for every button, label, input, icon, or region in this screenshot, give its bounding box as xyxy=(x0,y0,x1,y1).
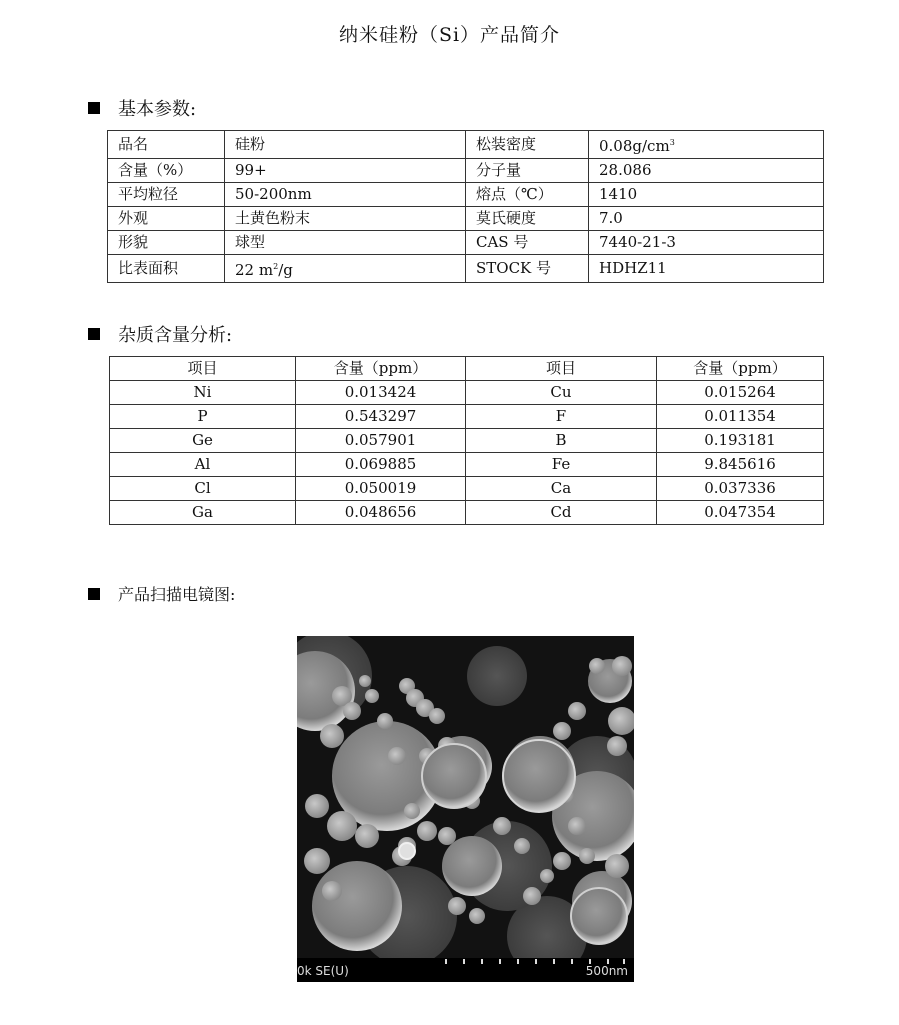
column-header: 项目 xyxy=(110,357,296,381)
basic-params-table xyxy=(107,130,824,283)
table-row xyxy=(110,381,824,405)
param-label: 熔点（℃） xyxy=(466,183,589,207)
column-header: 项目 xyxy=(466,357,657,381)
param-value: 球型 xyxy=(225,231,466,255)
ppm-cell: 0.013424 xyxy=(296,381,466,405)
element-cell: Cl xyxy=(110,477,296,501)
param-label: 比表面积 xyxy=(108,255,225,283)
section-sem xyxy=(88,582,235,605)
page-title: 纳米硅粉（Si）产品简介 xyxy=(338,24,561,46)
param-value: 7.0 xyxy=(589,207,824,231)
param-value: 28.086 xyxy=(589,159,824,183)
section-heading: 产品扫描电镜图: xyxy=(118,585,236,604)
element-cell: Al xyxy=(110,453,296,477)
ppm-cell: 0.193181 xyxy=(657,429,824,453)
column-header: 含量（ppm） xyxy=(296,357,466,381)
ppm-cell: 0.057901 xyxy=(296,429,466,453)
element-cell: Ca xyxy=(466,477,657,501)
section-basic-params xyxy=(88,95,196,121)
element-cell: Cu xyxy=(466,381,657,405)
param-value: 7440-21-3 xyxy=(589,231,824,255)
param-label: 含量（%） xyxy=(108,159,225,183)
param-value xyxy=(589,131,824,159)
ppm-cell: 0.069885 xyxy=(296,453,466,477)
table-row xyxy=(108,255,824,283)
sem-detector-label: 0k SE(U) xyxy=(297,964,349,978)
param-label: 外观 xyxy=(108,207,225,231)
param-label: CAS 号 xyxy=(466,231,589,255)
ppm-cell: 0.015264 xyxy=(657,381,824,405)
ppm-cell: 9.845616 xyxy=(657,453,824,477)
density-value: 0.08g/cm xyxy=(599,137,670,155)
param-value: 1410 xyxy=(589,183,824,207)
table-row xyxy=(108,231,824,255)
param-value: 土黄色粉末 xyxy=(225,207,466,231)
ppm-cell: 0.011354 xyxy=(657,405,824,429)
table-row xyxy=(108,183,824,207)
element-cell: Ni xyxy=(110,381,296,405)
element-cell: Ga xyxy=(110,501,296,525)
param-label: 平均粒径 xyxy=(108,183,225,207)
table-row xyxy=(110,453,824,477)
param-label: 松装密度 xyxy=(466,131,589,159)
ppm-cell: 0.037336 xyxy=(657,477,824,501)
param-value xyxy=(225,255,466,283)
param-value: 50-200nm xyxy=(225,183,466,207)
section-impurities xyxy=(88,321,232,347)
square-bullet-icon xyxy=(88,328,100,340)
param-value: 硅粉 xyxy=(225,131,466,159)
table-row xyxy=(110,477,824,501)
table-row xyxy=(110,429,824,453)
table-row xyxy=(110,501,824,525)
column-header: 含量（ppm） xyxy=(657,357,824,381)
superscript: 2 xyxy=(273,262,279,271)
element-cell: B xyxy=(466,429,657,453)
table-row xyxy=(108,131,824,159)
ppm-cell: 0.048656 xyxy=(296,501,466,525)
param-value: 99+ xyxy=(225,159,466,183)
element-cell: Ge xyxy=(110,429,296,453)
surface-area-unit: /g xyxy=(278,261,293,279)
ppm-cell: 0.050019 xyxy=(296,477,466,501)
param-label: 莫氏硬度 xyxy=(466,207,589,231)
element-cell: F xyxy=(466,405,657,429)
param-label: 形貌 xyxy=(108,231,225,255)
table-row xyxy=(108,207,824,231)
element-cell: P xyxy=(110,405,296,429)
section-heading: 杂质含量分析: xyxy=(118,325,233,346)
section-heading: 基本参数: xyxy=(118,99,197,120)
sem-particles-image xyxy=(297,636,634,958)
sem-micrograph xyxy=(297,636,634,982)
square-bullet-icon xyxy=(88,102,100,114)
sem-scale-label: 500nm xyxy=(585,964,628,978)
square-bullet-icon xyxy=(88,588,100,600)
table-header-row xyxy=(110,357,824,381)
element-cell: Cd xyxy=(466,501,657,525)
param-label: 分子量 xyxy=(466,159,589,183)
surface-area-value: 22 m xyxy=(235,261,274,279)
table-row xyxy=(110,405,824,429)
sem-info-bar xyxy=(297,958,634,982)
param-value: HDHZ11 xyxy=(589,255,824,283)
superscript: 3 xyxy=(669,138,675,147)
ppm-cell: 0.543297 xyxy=(296,405,466,429)
element-cell: Fe xyxy=(466,453,657,477)
ppm-cell: 0.047354 xyxy=(657,501,824,525)
impurities-table xyxy=(109,356,824,525)
param-label: STOCK 号 xyxy=(466,255,589,283)
table-row xyxy=(108,159,824,183)
param-label: 品名 xyxy=(108,131,225,159)
